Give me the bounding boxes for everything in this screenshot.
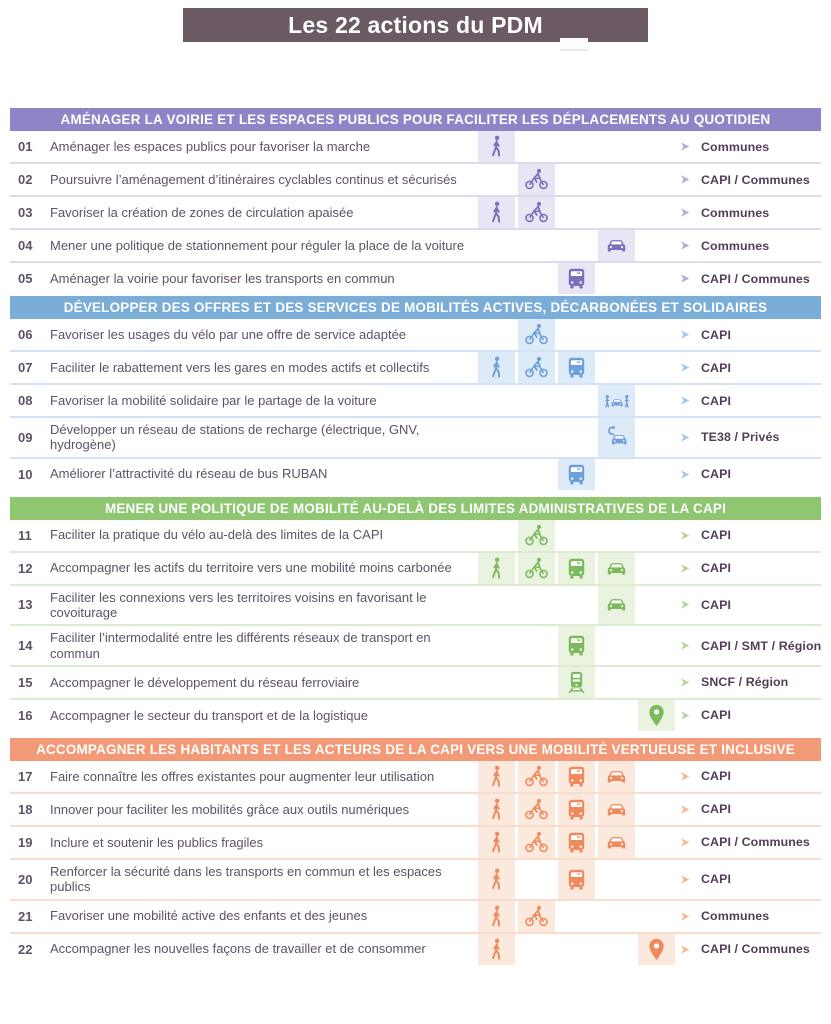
bike-icon bbox=[518, 827, 555, 858]
responsible-cell bbox=[678, 794, 821, 825]
responsible-label: CAPI bbox=[701, 561, 732, 576]
responsible-label: CAPI / Communes bbox=[701, 172, 810, 187]
empty-icon-cell bbox=[638, 418, 675, 457]
action-description bbox=[48, 164, 478, 195]
responsible-cell bbox=[678, 385, 821, 416]
action-number: 11 bbox=[18, 527, 32, 543]
bike-icon bbox=[518, 197, 555, 228]
responsible-label: CAPI / SMT / Région bbox=[701, 638, 822, 653]
responsible-cell bbox=[678, 352, 821, 383]
empty-icon-cell bbox=[598, 197, 635, 228]
responsible-label: Communes bbox=[701, 909, 770, 924]
empty-icon-cell bbox=[638, 794, 675, 825]
bus-icon bbox=[558, 553, 595, 584]
car-icon bbox=[598, 794, 635, 825]
action-row bbox=[10, 827, 821, 860]
bus-icon bbox=[558, 860, 595, 899]
mode-icons-strip bbox=[478, 761, 678, 792]
action-number: 01 bbox=[18, 139, 33, 154]
action-number: 04 bbox=[18, 238, 33, 253]
empty-icon-cell bbox=[598, 700, 635, 731]
empty-icon-cell bbox=[518, 586, 555, 625]
action-row bbox=[10, 230, 821, 263]
mode-icons-strip bbox=[478, 197, 678, 228]
arrow-icon bbox=[678, 638, 695, 653]
action-description-text: Favoriser la création de zones de circulation apaisée bbox=[50, 204, 354, 220]
action-number: 13 bbox=[18, 597, 33, 613]
empty-icon-cell bbox=[518, 459, 555, 490]
action-number: 15 bbox=[18, 674, 33, 690]
action-row bbox=[10, 197, 821, 230]
bike-icon bbox=[518, 901, 555, 932]
mode-icons-strip bbox=[478, 131, 678, 162]
mode-icons-strip bbox=[478, 586, 678, 625]
arrow-icon bbox=[678, 942, 695, 957]
action-number: 19 bbox=[18, 834, 33, 850]
empty-icon-cell bbox=[518, 860, 555, 899]
empty-icon-cell bbox=[638, 319, 675, 350]
action-description bbox=[48, 385, 478, 416]
action-description bbox=[48, 860, 478, 899]
empty-icon-cell bbox=[598, 263, 635, 294]
arrow-icon bbox=[678, 835, 695, 850]
mode-icons-strip bbox=[478, 164, 678, 195]
action-description bbox=[48, 230, 478, 261]
mode-icons-strip bbox=[478, 901, 678, 932]
action-row bbox=[10, 164, 821, 197]
empty-icon-cell bbox=[478, 418, 515, 457]
bike-icon bbox=[518, 319, 555, 350]
arrow-icon bbox=[678, 675, 695, 690]
action-description bbox=[48, 934, 478, 965]
empty-icon-cell bbox=[638, 827, 675, 858]
empty-icon-cell bbox=[518, 700, 555, 731]
empty-icon-cell bbox=[638, 197, 675, 228]
action-number: 14 bbox=[18, 638, 33, 654]
arrow-icon bbox=[678, 597, 695, 612]
action-row bbox=[10, 586, 821, 627]
responsible-cell bbox=[678, 164, 821, 195]
empty-icon-cell bbox=[598, 164, 635, 195]
action-description-text: Accompagner les actifs du territoire vers une mobilité moins carbonée bbox=[50, 560, 452, 576]
walk-icon bbox=[478, 197, 515, 228]
empty-icon-cell bbox=[598, 520, 635, 551]
action-number: 05 bbox=[18, 271, 33, 286]
action-description bbox=[48, 418, 478, 457]
action-number: 06 bbox=[18, 327, 33, 342]
mode-icons-strip bbox=[478, 319, 678, 350]
action-description bbox=[48, 197, 478, 228]
walk-icon bbox=[478, 761, 515, 792]
arrow-icon bbox=[678, 393, 695, 408]
arrow-icon bbox=[678, 238, 695, 253]
empty-icon-cell bbox=[518, 934, 555, 965]
action-description-text: Favoriser les usages du vélo par une offre de service adaptée bbox=[50, 326, 407, 342]
location-pin-icon bbox=[638, 934, 675, 965]
carpool-icon bbox=[598, 385, 635, 416]
empty-icon-cell bbox=[558, 586, 595, 625]
section-header: MENER UNE POLITIQUE DE MOBILITÉ AU-DELÀ DES LIMITES ADMINISTRATIVES DE LA CAPI bbox=[10, 497, 821, 520]
action-row bbox=[10, 901, 821, 934]
walk-icon bbox=[478, 794, 515, 825]
action-number: 16 bbox=[18, 707, 33, 723]
action-description bbox=[48, 553, 478, 584]
empty-icon-cell bbox=[638, 131, 675, 162]
empty-icon-cell bbox=[598, 626, 635, 665]
empty-icon-cell bbox=[598, 459, 635, 490]
responsible-label: CAPI bbox=[701, 597, 732, 612]
action-description-text: Faciliter les connexions vers les territoires voisins en favorisant le covoiturage bbox=[50, 589, 427, 620]
mode-icons-strip bbox=[478, 418, 678, 457]
walk-icon bbox=[478, 131, 515, 162]
empty-icon-cell bbox=[638, 263, 675, 294]
arrow-icon bbox=[678, 769, 695, 784]
action-description-text: Favoriser la mobilité solidaire par le partage de la voiture bbox=[50, 392, 377, 408]
arrow-icon bbox=[678, 360, 695, 375]
empty-icon-cell bbox=[598, 319, 635, 350]
bike-icon bbox=[518, 761, 555, 792]
empty-icon-cell bbox=[638, 667, 675, 698]
bus-icon bbox=[558, 459, 595, 490]
responsible-label: Communes bbox=[701, 238, 770, 253]
action-description-text: Faciliter l’intermodalité entre les différents réseaux de transport en commun bbox=[50, 630, 431, 661]
arrow-icon bbox=[678, 561, 695, 576]
responsible-label: CAPI bbox=[701, 769, 732, 784]
actions-table bbox=[10, 108, 821, 965]
responsible-label: Communes bbox=[701, 139, 770, 154]
section-developper-offres bbox=[10, 296, 821, 490]
action-number: 08 bbox=[18, 393, 33, 408]
action-description-text: Accompagner le secteur du transport et de la logistique bbox=[50, 707, 368, 723]
empty-icon-cell bbox=[598, 901, 635, 932]
responsible-cell bbox=[678, 553, 821, 584]
mode-icons-strip bbox=[478, 385, 678, 416]
walk-icon bbox=[478, 553, 515, 584]
empty-icon-cell bbox=[638, 385, 675, 416]
car-icon bbox=[598, 761, 635, 792]
responsible-label: CAPI bbox=[701, 802, 732, 817]
action-description-text: Développer un réseau de stations de recharge (électrique, GNV, hydrogène) bbox=[50, 422, 420, 453]
empty-icon-cell bbox=[638, 761, 675, 792]
responsible-label: SNCF / Région bbox=[701, 675, 789, 690]
responsible-cell bbox=[678, 667, 821, 698]
action-description bbox=[48, 761, 478, 792]
action-number: 20 bbox=[18, 871, 33, 887]
action-number: 17 bbox=[18, 768, 33, 784]
car-icon bbox=[598, 230, 635, 261]
empty-icon-cell bbox=[638, 626, 675, 665]
empty-icon-cell bbox=[638, 901, 675, 932]
responsible-label: TE38 / Privés bbox=[701, 430, 780, 445]
responsible-cell bbox=[678, 418, 821, 457]
empty-icon-cell bbox=[558, 131, 595, 162]
arrow-icon bbox=[678, 327, 695, 342]
action-number: 18 bbox=[18, 801, 33, 817]
action-description bbox=[48, 794, 478, 825]
empty-icon-cell bbox=[598, 667, 635, 698]
mode-icons-strip bbox=[478, 263, 678, 294]
responsible-cell bbox=[678, 934, 821, 965]
responsible-cell bbox=[678, 626, 821, 665]
title-notch bbox=[560, 38, 588, 51]
empty-icon-cell bbox=[638, 520, 675, 551]
responsible-cell bbox=[678, 230, 821, 261]
arrow-icon bbox=[678, 139, 695, 154]
empty-icon-cell bbox=[638, 860, 675, 899]
responsible-label: CAPI bbox=[701, 708, 732, 723]
empty-icon-cell bbox=[558, 385, 595, 416]
arrow-icon bbox=[678, 872, 695, 887]
action-description-text: Inclure et soutenir les publics fragiles bbox=[50, 834, 264, 850]
action-description bbox=[48, 319, 478, 350]
bike-icon bbox=[518, 553, 555, 584]
action-row bbox=[10, 131, 821, 164]
empty-icon-cell bbox=[638, 586, 675, 625]
responsible-label: CAPI bbox=[701, 360, 732, 375]
action-description-text: Faire connaître les offres existantes pour augmenter leur utilisation bbox=[50, 768, 435, 784]
action-description-text: Favoriser une mobilité active des enfants et des jeunes bbox=[50, 908, 368, 924]
mode-icons-strip bbox=[478, 459, 678, 490]
empty-icon-cell bbox=[638, 553, 675, 584]
location-pin-icon bbox=[638, 700, 675, 731]
responsible-label: CAPI bbox=[701, 393, 732, 408]
responsible-cell bbox=[678, 131, 821, 162]
empty-icon-cell bbox=[558, 164, 595, 195]
action-row bbox=[10, 418, 821, 459]
empty-icon-cell bbox=[478, 319, 515, 350]
action-description-text: Faciliter la pratique du vélo au-delà des limites de la CAPI bbox=[50, 527, 384, 543]
empty-icon-cell bbox=[518, 263, 555, 294]
action-description bbox=[48, 626, 478, 665]
action-description bbox=[48, 459, 478, 490]
action-row bbox=[10, 263, 821, 294]
action-number: 02 bbox=[18, 172, 33, 187]
empty-icon-cell bbox=[518, 626, 555, 665]
responsible-cell bbox=[678, 827, 821, 858]
empty-icon-cell bbox=[518, 667, 555, 698]
responsible-cell bbox=[678, 197, 821, 228]
mode-icons-strip bbox=[478, 626, 678, 665]
walk-icon bbox=[478, 860, 515, 899]
mode-icons-strip bbox=[478, 553, 678, 584]
empty-icon-cell bbox=[478, 667, 515, 698]
car-icon bbox=[598, 553, 635, 584]
action-row bbox=[10, 794, 821, 827]
action-row bbox=[10, 934, 821, 965]
section-header: ACCOMPAGNER LES HABITANTS ET LES ACTEURS DE LA CAPI VERS UNE MOBILITÉ VERTUEUSE ET INCLUSIVE bbox=[10, 738, 821, 761]
action-description bbox=[48, 352, 478, 383]
responsible-cell bbox=[678, 520, 821, 551]
empty-icon-cell bbox=[558, 197, 595, 228]
section-amenager-voirie bbox=[10, 108, 821, 294]
walk-icon bbox=[478, 934, 515, 965]
responsible-cell bbox=[678, 901, 821, 932]
empty-icon-cell bbox=[518, 131, 555, 162]
empty-icon-cell bbox=[518, 230, 555, 261]
bus-icon bbox=[558, 263, 595, 294]
action-row bbox=[10, 385, 821, 418]
action-number: 10 bbox=[18, 466, 33, 482]
empty-icon-cell bbox=[598, 934, 635, 965]
action-description bbox=[48, 131, 478, 162]
empty-icon-cell bbox=[558, 700, 595, 731]
responsible-label: CAPI bbox=[701, 327, 732, 342]
action-description-text: Aménager la voirie pour favoriser les transports en commun bbox=[50, 270, 395, 286]
empty-icon-cell bbox=[558, 934, 595, 965]
action-row bbox=[10, 626, 821, 667]
responsible-label: CAPI / Communes bbox=[701, 271, 810, 286]
arrow-icon bbox=[678, 430, 695, 445]
section-accompagner-habitants bbox=[10, 738, 821, 965]
responsible-label: CAPI bbox=[701, 467, 732, 482]
arrow-icon bbox=[678, 172, 695, 187]
action-description-text: Améliorer l’attractivité du réseau de bus RUBAN bbox=[50, 466, 328, 482]
action-row bbox=[10, 520, 821, 553]
arrow-icon bbox=[678, 708, 695, 723]
empty-icon-cell bbox=[558, 418, 595, 457]
empty-icon-cell bbox=[478, 164, 515, 195]
action-description bbox=[48, 700, 478, 731]
action-number: 12 bbox=[18, 560, 33, 576]
mode-icons-strip bbox=[478, 667, 678, 698]
title-bar bbox=[183, 8, 648, 42]
action-number: 21 bbox=[18, 908, 33, 924]
section-header: DÉVELOPPER DES OFFRES ET DES SERVICES DE MOBILITÉS ACTIVES, DÉCARBONÉES ET SOLIDAIRES bbox=[10, 296, 821, 319]
action-number: 22 bbox=[18, 941, 33, 957]
action-row bbox=[10, 761, 821, 794]
empty-icon-cell bbox=[478, 459, 515, 490]
mode-icons-strip bbox=[478, 934, 678, 965]
mode-icons-strip bbox=[478, 794, 678, 825]
bus-icon bbox=[558, 626, 595, 665]
empty-icon-cell bbox=[638, 459, 675, 490]
empty-icon-cell bbox=[478, 626, 515, 665]
empty-icon-cell bbox=[478, 700, 515, 731]
bus-icon bbox=[558, 827, 595, 858]
responsible-cell bbox=[678, 700, 821, 731]
empty-icon-cell bbox=[518, 385, 555, 416]
responsible-label: Communes bbox=[701, 205, 770, 220]
empty-icon-cell bbox=[558, 319, 595, 350]
mode-icons-strip bbox=[478, 230, 678, 261]
empty-icon-cell bbox=[478, 230, 515, 261]
action-description-text: Aménager les espaces publics pour favoriser la marche bbox=[50, 138, 371, 154]
empty-icon-cell bbox=[598, 131, 635, 162]
empty-icon-cell bbox=[478, 586, 515, 625]
mode-icons-strip bbox=[478, 352, 678, 383]
empty-icon-cell bbox=[478, 520, 515, 551]
empty-icon-cell bbox=[638, 164, 675, 195]
action-description bbox=[48, 827, 478, 858]
action-description-text: Innover pour faciliter les mobilités grâce aux outils numériques bbox=[50, 801, 410, 817]
action-row bbox=[10, 553, 821, 586]
empty-icon-cell bbox=[478, 385, 515, 416]
arrow-icon bbox=[678, 467, 695, 482]
empty-icon-cell bbox=[598, 860, 635, 899]
mode-icons-strip bbox=[478, 827, 678, 858]
action-number: 09 bbox=[18, 429, 33, 445]
bike-icon bbox=[518, 520, 555, 551]
bus-icon bbox=[558, 761, 595, 792]
empty-icon-cell bbox=[518, 418, 555, 457]
arrow-icon bbox=[678, 528, 695, 543]
arrow-icon bbox=[678, 802, 695, 817]
bike-icon bbox=[518, 164, 555, 195]
walk-icon bbox=[478, 827, 515, 858]
page-title: Les 22 actions du PDM bbox=[288, 11, 543, 38]
empty-icon-cell bbox=[638, 352, 675, 383]
action-row bbox=[10, 667, 821, 700]
action-number: 07 bbox=[18, 360, 33, 375]
empty-icon-cell bbox=[558, 230, 595, 261]
responsible-cell bbox=[678, 860, 821, 899]
section-header: AMÉNAGER LA VOIRIE ET LES ESPACES PUBLICS POUR FACILITER LES DÉPLACEMENTS AU QUOTIDIEN bbox=[10, 108, 821, 131]
action-description bbox=[48, 667, 478, 698]
arrow-icon bbox=[678, 271, 695, 286]
car-icon bbox=[598, 827, 635, 858]
ev-charging-icon bbox=[598, 418, 635, 457]
responsible-cell bbox=[678, 319, 821, 350]
mode-icons-strip bbox=[478, 520, 678, 551]
responsible-cell bbox=[678, 459, 821, 490]
action-description bbox=[48, 520, 478, 551]
arrow-icon bbox=[678, 205, 695, 220]
bus-icon bbox=[558, 794, 595, 825]
action-description-text: Accompagner les nouvelles façons de travailler et de consommer bbox=[50, 941, 426, 957]
responsible-label: CAPI bbox=[701, 528, 732, 543]
arrow-icon bbox=[678, 909, 695, 924]
responsible-label: CAPI / Communes bbox=[701, 835, 810, 850]
bus-icon bbox=[558, 352, 595, 383]
responsible-cell bbox=[678, 761, 821, 792]
action-row bbox=[10, 459, 821, 490]
empty-icon-cell bbox=[478, 263, 515, 294]
action-row bbox=[10, 319, 821, 352]
action-description-text: Accompagner le développement du réseau ferroviaire bbox=[50, 674, 360, 690]
action-row bbox=[10, 700, 821, 731]
mode-icons-strip bbox=[478, 700, 678, 731]
action-description-text: Mener une politique de stationnement pour réguler la place de la voiture bbox=[50, 237, 465, 253]
car-icon bbox=[598, 586, 635, 625]
train-icon bbox=[558, 667, 595, 698]
bike-icon bbox=[518, 794, 555, 825]
bike-icon bbox=[518, 352, 555, 383]
action-description bbox=[48, 586, 478, 625]
action-number: 03 bbox=[18, 205, 33, 220]
responsible-label: CAPI bbox=[701, 872, 732, 887]
action-description-text: Faciliter le rabattement vers les gares en modes actifs et collectifs bbox=[50, 359, 430, 375]
action-description bbox=[48, 901, 478, 932]
empty-icon-cell bbox=[558, 520, 595, 551]
section-politique-au-dela bbox=[10, 497, 821, 731]
action-description bbox=[48, 263, 478, 294]
empty-icon-cell bbox=[558, 901, 595, 932]
mode-icons-strip bbox=[478, 860, 678, 899]
action-row bbox=[10, 352, 821, 385]
action-description-text: Poursuivre l’aménagement d’itinéraires cyclables continus et sécurisés bbox=[50, 171, 457, 187]
empty-icon-cell bbox=[598, 352, 635, 383]
empty-icon-cell bbox=[638, 230, 675, 261]
walk-icon bbox=[478, 352, 515, 383]
responsible-label: CAPI / Communes bbox=[701, 942, 810, 957]
action-row bbox=[10, 860, 821, 901]
walk-icon bbox=[478, 901, 515, 932]
responsible-cell bbox=[678, 586, 821, 625]
responsible-cell bbox=[678, 263, 821, 294]
action-description-text: Renforcer la sécurité dans les transports en commun et les espaces publics bbox=[50, 863, 442, 895]
